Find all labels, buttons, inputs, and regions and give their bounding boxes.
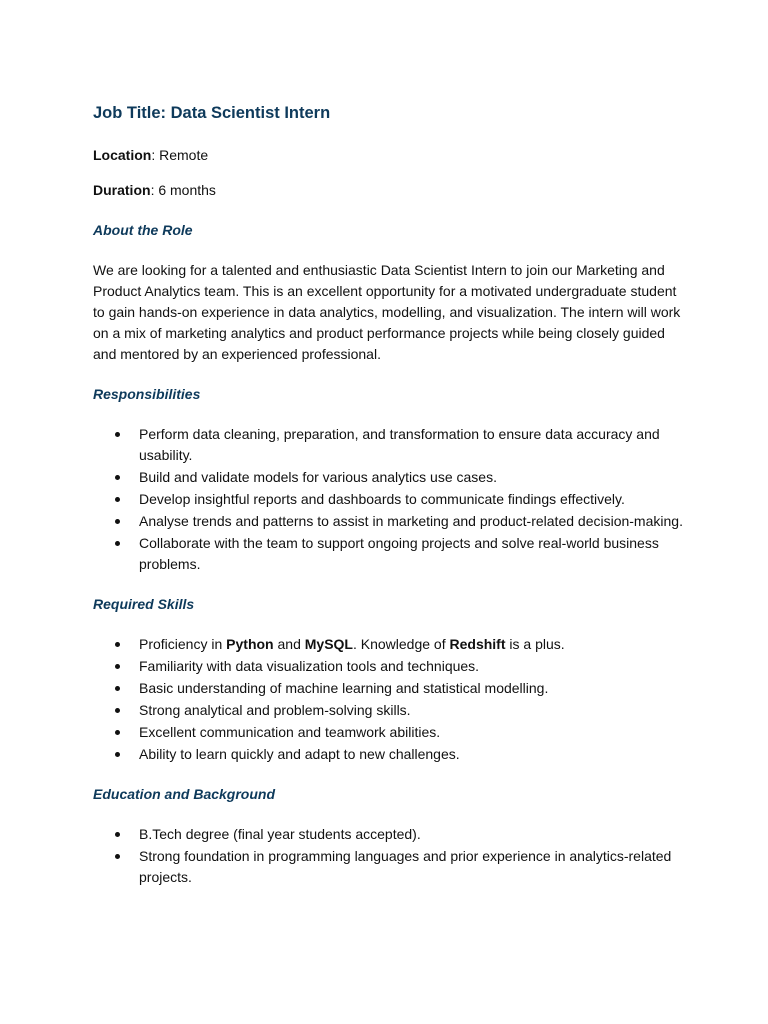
location-line [93,145,683,166]
skills-heading: Required Skills [93,596,195,612]
bullet-icon [115,664,120,669]
list-item [139,656,683,677]
bullet-icon [115,475,120,480]
bullet-icon [115,432,120,437]
list-item [139,424,683,466]
skill-keyword: MySQL [304,636,353,652]
list-item [139,511,683,532]
list-item [139,634,683,655]
location-label: Location [93,147,152,163]
bullet-icon [115,854,120,859]
list-item [139,744,683,765]
list-item [139,467,683,488]
list-item-text: Strong foundation in programming languages and prior experience in analytics-related projects. [139,848,672,885]
bullet-icon [115,642,120,647]
list-item [139,700,683,721]
education-list [93,824,683,888]
list-item [139,489,683,510]
bullet-icon [115,686,120,691]
text-run: Proficiency in [139,636,227,652]
bullet-icon [115,752,120,757]
list-item-text: Familiarity with data visualization tools and techniques. [139,658,480,674]
job-description-document [93,98,683,907]
list-item [139,846,683,888]
text-run: . Knowledge of [352,636,450,652]
duration-label: Duration [93,182,151,198]
about-heading: About the Role [93,222,193,238]
list-item-text: Analyse trends and patterns to assist in marketing and product-related decision-making. [139,513,683,529]
bullet-icon [115,832,120,837]
page-title: Job Title: Data Scientist Intern [93,104,331,122]
text-run: is a plus. [505,636,565,652]
skill-keyword: Redshift [449,636,506,652]
bullet-icon [115,708,120,713]
list-item-text: B.Tech degree (final year students accepted). [139,826,421,842]
duration-line [93,180,683,201]
duration-value: : 6 months [150,182,216,198]
list-item [139,533,683,575]
list-item [139,722,683,743]
responsibilities-list [93,424,683,575]
list-item-text: Basic understanding of machine learning and statistical modelling. [139,680,549,696]
list-item-text: Build and validate models for various analytics use cases. [139,469,497,485]
list-item-text: Collaborate with the team to support ongoing projects and solve real-world business problems. [139,535,659,572]
list-item [139,678,683,699]
bullet-icon [115,519,120,524]
skills-list [93,634,683,765]
skill-keyword: Python [226,636,274,652]
list-item-text: Perform data cleaning, preparation, and transformation to ensure data accuracy and usability. [139,426,660,463]
bullet-icon [115,541,120,546]
about-text: We are looking for a talented and enthusiastic Data Scientist Intern to join our Marketing and Product Analytics team. This is an excellent opportunity for a motivated undergraduate student to gain hands-on experience in data analytics, modelling, and visualization. The intern will work on a mix of marketing analytics and product performance projects while being closely guided and mentored by an experienced professional. [93,262,681,362]
list-item-text: Strong analytical and problem-solving skills. [139,702,411,718]
responsibilities-heading: Responsibilities [93,386,201,402]
list-item [139,824,683,845]
bullet-icon [115,497,120,502]
list-item-text: Develop insightful reports and dashboards to communicate findings effectively. [139,491,625,507]
list-item-text: Excellent communication and teamwork abilities. [139,724,441,740]
list-item-text: Ability to learn quickly and adapt to new challenges. [139,746,460,762]
bullet-icon [115,730,120,735]
location-value: : Remote [151,147,209,163]
education-heading: Education and Background [93,786,276,802]
text-run: and [273,636,305,652]
list-item-text [139,636,565,652]
